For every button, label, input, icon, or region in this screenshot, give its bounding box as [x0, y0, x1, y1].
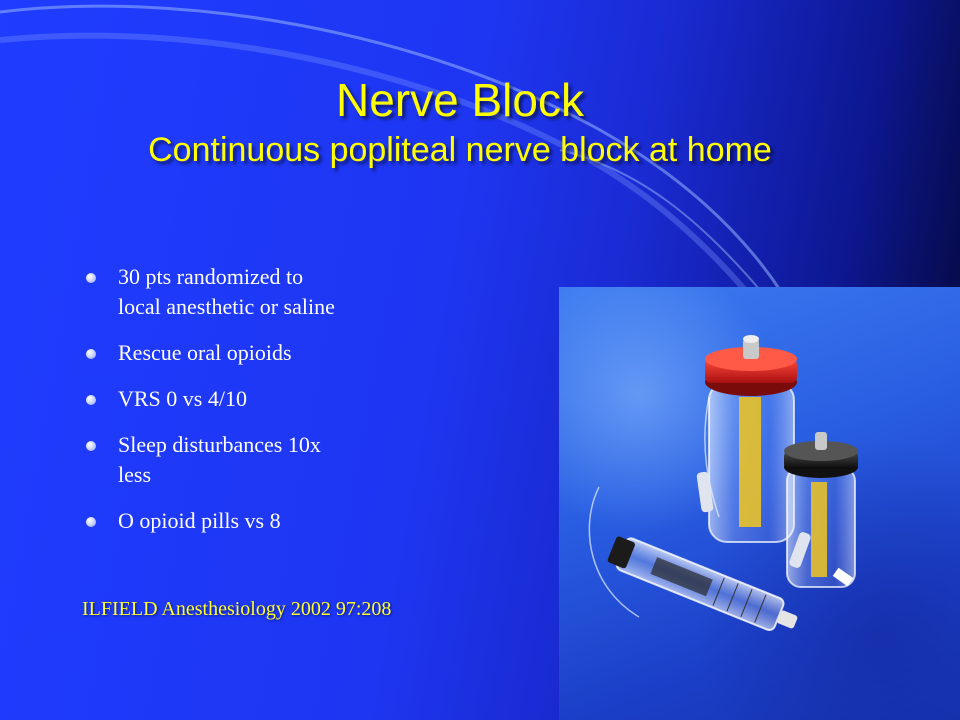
bullet-item [86, 262, 486, 322]
bullet-text: O opioid pills vs 8 [118, 508, 281, 533]
bullet-icon [86, 349, 96, 359]
bullet-icon [86, 395, 96, 405]
bullet-icon [86, 517, 96, 527]
bullet-item [86, 384, 486, 414]
bullet-text: 30 pts randomized to [118, 264, 304, 289]
bullet-icon [86, 441, 96, 451]
bullet-text: Sleep disturbances 10x [118, 432, 321, 457]
bullet-text: less [118, 462, 151, 487]
slide-title-block [0, 72, 960, 172]
slide-subtitle: Continuous popliteal nerve block at home [148, 131, 772, 169]
infusion-pump-illustration [559, 287, 960, 720]
bullet-icon [86, 273, 96, 283]
bullet-text: VRS 0 vs 4/10 [118, 386, 247, 411]
bullet-item [86, 506, 486, 536]
bullet-list [86, 262, 486, 552]
infusion-pump-photo [559, 287, 960, 720]
slide-title: Nerve Block [336, 74, 584, 126]
bullet-text: local anesthetic or saline [118, 294, 335, 319]
bullet-text: Rescue oral opioids [118, 340, 292, 365]
citation: ILFIELD Anesthesiology 2002 97:208 [82, 598, 392, 620]
bullet-item [86, 430, 486, 490]
bullet-item [86, 338, 486, 368]
